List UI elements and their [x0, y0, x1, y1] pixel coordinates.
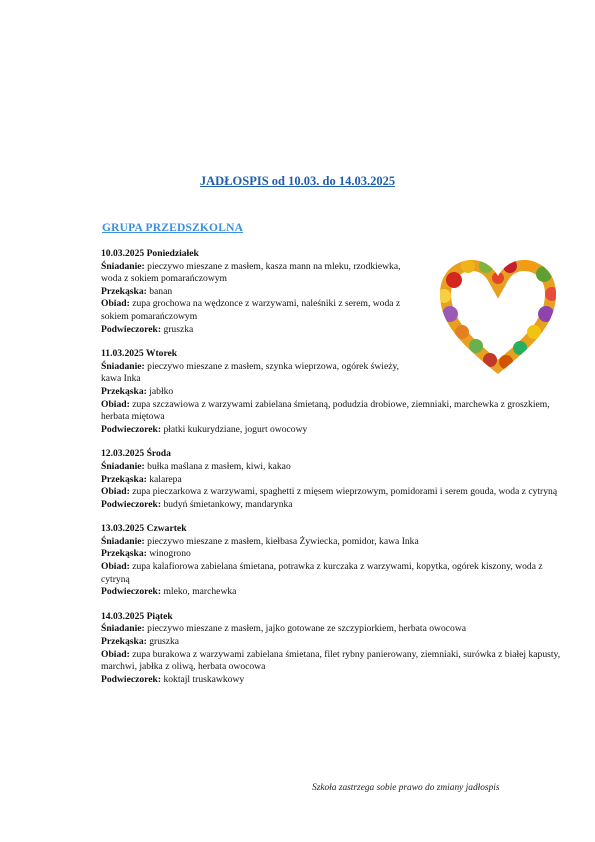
- lunch-value: zupa pieczarkowa z warzywami, spaghetti z mięsem wieprzowym, pomidorami i serem gouda, woda z cytryną: [132, 486, 558, 498]
- afternoon-label: Podwieczorek:: [101, 673, 162, 685]
- day-block: [101, 523, 571, 599]
- afternoon-value: gruszka: [163, 323, 194, 335]
- snack-label: Przekąska:: [101, 285, 147, 297]
- afternoon-label: Podwieczorek:: [101, 498, 162, 510]
- lunch-line: [101, 486, 571, 499]
- afternoon-value: koktajl truskawkowy: [163, 673, 245, 685]
- lunch-value: zupa kalafiorowa zabielana śmietana, potrawka z kurczaka z warzywami, kopytka, ogórek kiszony, woda z cytryną: [101, 561, 543, 585]
- breakfast-line: [101, 536, 571, 549]
- afternoon-value: mleko, marchewka: [163, 586, 237, 598]
- lunch-line: [101, 561, 571, 586]
- afternoon-line: [101, 674, 571, 687]
- day-title: 10.03.2025 Poniedziałek: [101, 248, 199, 259]
- snack-label: Przekąska:: [101, 473, 147, 485]
- breakfast-line: [101, 623, 571, 636]
- snack-value: gruszka: [149, 636, 180, 648]
- lunch-label: Obiad:: [101, 486, 130, 498]
- breakfast-value: pieczywo mieszane z masłem, szynka wieprzowa, ogórek świeży, kawa Inka: [101, 360, 400, 385]
- lunch-value: zupa burakowa z warzywami zabielana śmietana, filet rybny panierowany, ziemniaki, surówka z białej kapusty, marchwi, jabłka z oliwą, herbata owocowa: [101, 648, 561, 673]
- afternoon-line: [101, 424, 571, 437]
- breakfast-label: Śniadanie:: [101, 260, 145, 272]
- group-heading: GRUPA PRZEDSZKOLNA: [102, 222, 244, 234]
- lunch-value: zupa grochowa na wędzonce z warzywami, naleśniki z serem, woda z sokiem pomarańczowym: [101, 298, 401, 322]
- footer-note: Szkoła zastrzega sobie prawo do zmiany jadłospis: [312, 783, 500, 793]
- snack-line: [101, 386, 571, 399]
- afternoon-line: [101, 499, 571, 512]
- day-title: 13.03.2025 Czwartek: [101, 523, 187, 535]
- lunch-line: [101, 298, 401, 323]
- lunch-label: Obiad:: [101, 398, 130, 410]
- snack-value: kalarepa: [149, 473, 182, 485]
- snack-label: Przekąska:: [101, 548, 147, 560]
- afternoon-value: budyń śmietankowy, mandarynka: [163, 498, 293, 510]
- breakfast-line: [101, 261, 401, 286]
- breakfast-label: Śniadanie:: [101, 360, 145, 372]
- breakfast-label: Śniadanie:: [101, 535, 145, 547]
- afternoon-value: płatki kukurydziane, jogurt owocowy: [163, 423, 308, 435]
- afternoon-label: Podwieczorek:: [101, 586, 162, 598]
- snack-value: jabłko: [149, 385, 174, 397]
- lunch-label: Obiad:: [101, 298, 130, 310]
- snack-line: [101, 636, 571, 649]
- lunch-value: zupa szczawiowa z warzywami zabielana śmietaną, podudzia drobiowe, ziemniaki, marchewka z groszkiem, herbata miętowa: [101, 398, 550, 423]
- day-block: [101, 611, 571, 687]
- breakfast-line: [101, 361, 401, 386]
- breakfast-value: pieczywo mieszane z masłem, jajko gotowane ze szczypiorkiem, herbata owocowa: [147, 623, 467, 635]
- breakfast-value: bułka maślana z masłem, kiwi, kakao: [147, 460, 291, 472]
- lunch-label: Obiad:: [101, 648, 130, 660]
- snack-line: [101, 548, 571, 561]
- fruit-heart-image: [436, 256, 560, 380]
- afternoon-label: Podwieczorek:: [101, 323, 162, 335]
- page-title: JADŁOSPIS od 10.03. do 14.03.2025: [199, 174, 396, 188]
- afternoon-line: [101, 586, 571, 599]
- breakfast-value: pieczywo mieszane z masłem, kasza mann na mleku, rzodkiewka, woda z sokiem pomarańczowym: [101, 260, 401, 285]
- snack-label: Przekąska:: [101, 385, 147, 397]
- day-title: 14.03.2025 Piątek: [101, 610, 173, 622]
- lunch-label: Obiad:: [101, 561, 130, 573]
- afternoon-label: Podwieczorek:: [101, 423, 162, 435]
- breakfast-label: Śniadanie:: [101, 623, 145, 635]
- breakfast-label: Śniadanie:: [101, 460, 145, 472]
- snack-value: banan: [149, 285, 173, 297]
- day-title: 12.03.2025 Środa: [101, 448, 171, 460]
- lunch-line: [101, 399, 571, 424]
- day-title: 11.03.2025 Wtorek: [101, 348, 178, 360]
- snack-label: Przekąska:: [101, 636, 147, 648]
- day-block: [101, 448, 571, 511]
- breakfast-line: [101, 461, 571, 474]
- snack-line: [101, 474, 571, 487]
- snack-value: winogrono: [149, 548, 191, 560]
- breakfast-value: pieczywo mieszane z masłem, kiełbasa Żywiecka, pomidor, kawa Inka: [147, 535, 419, 547]
- lunch-line: [101, 649, 571, 674]
